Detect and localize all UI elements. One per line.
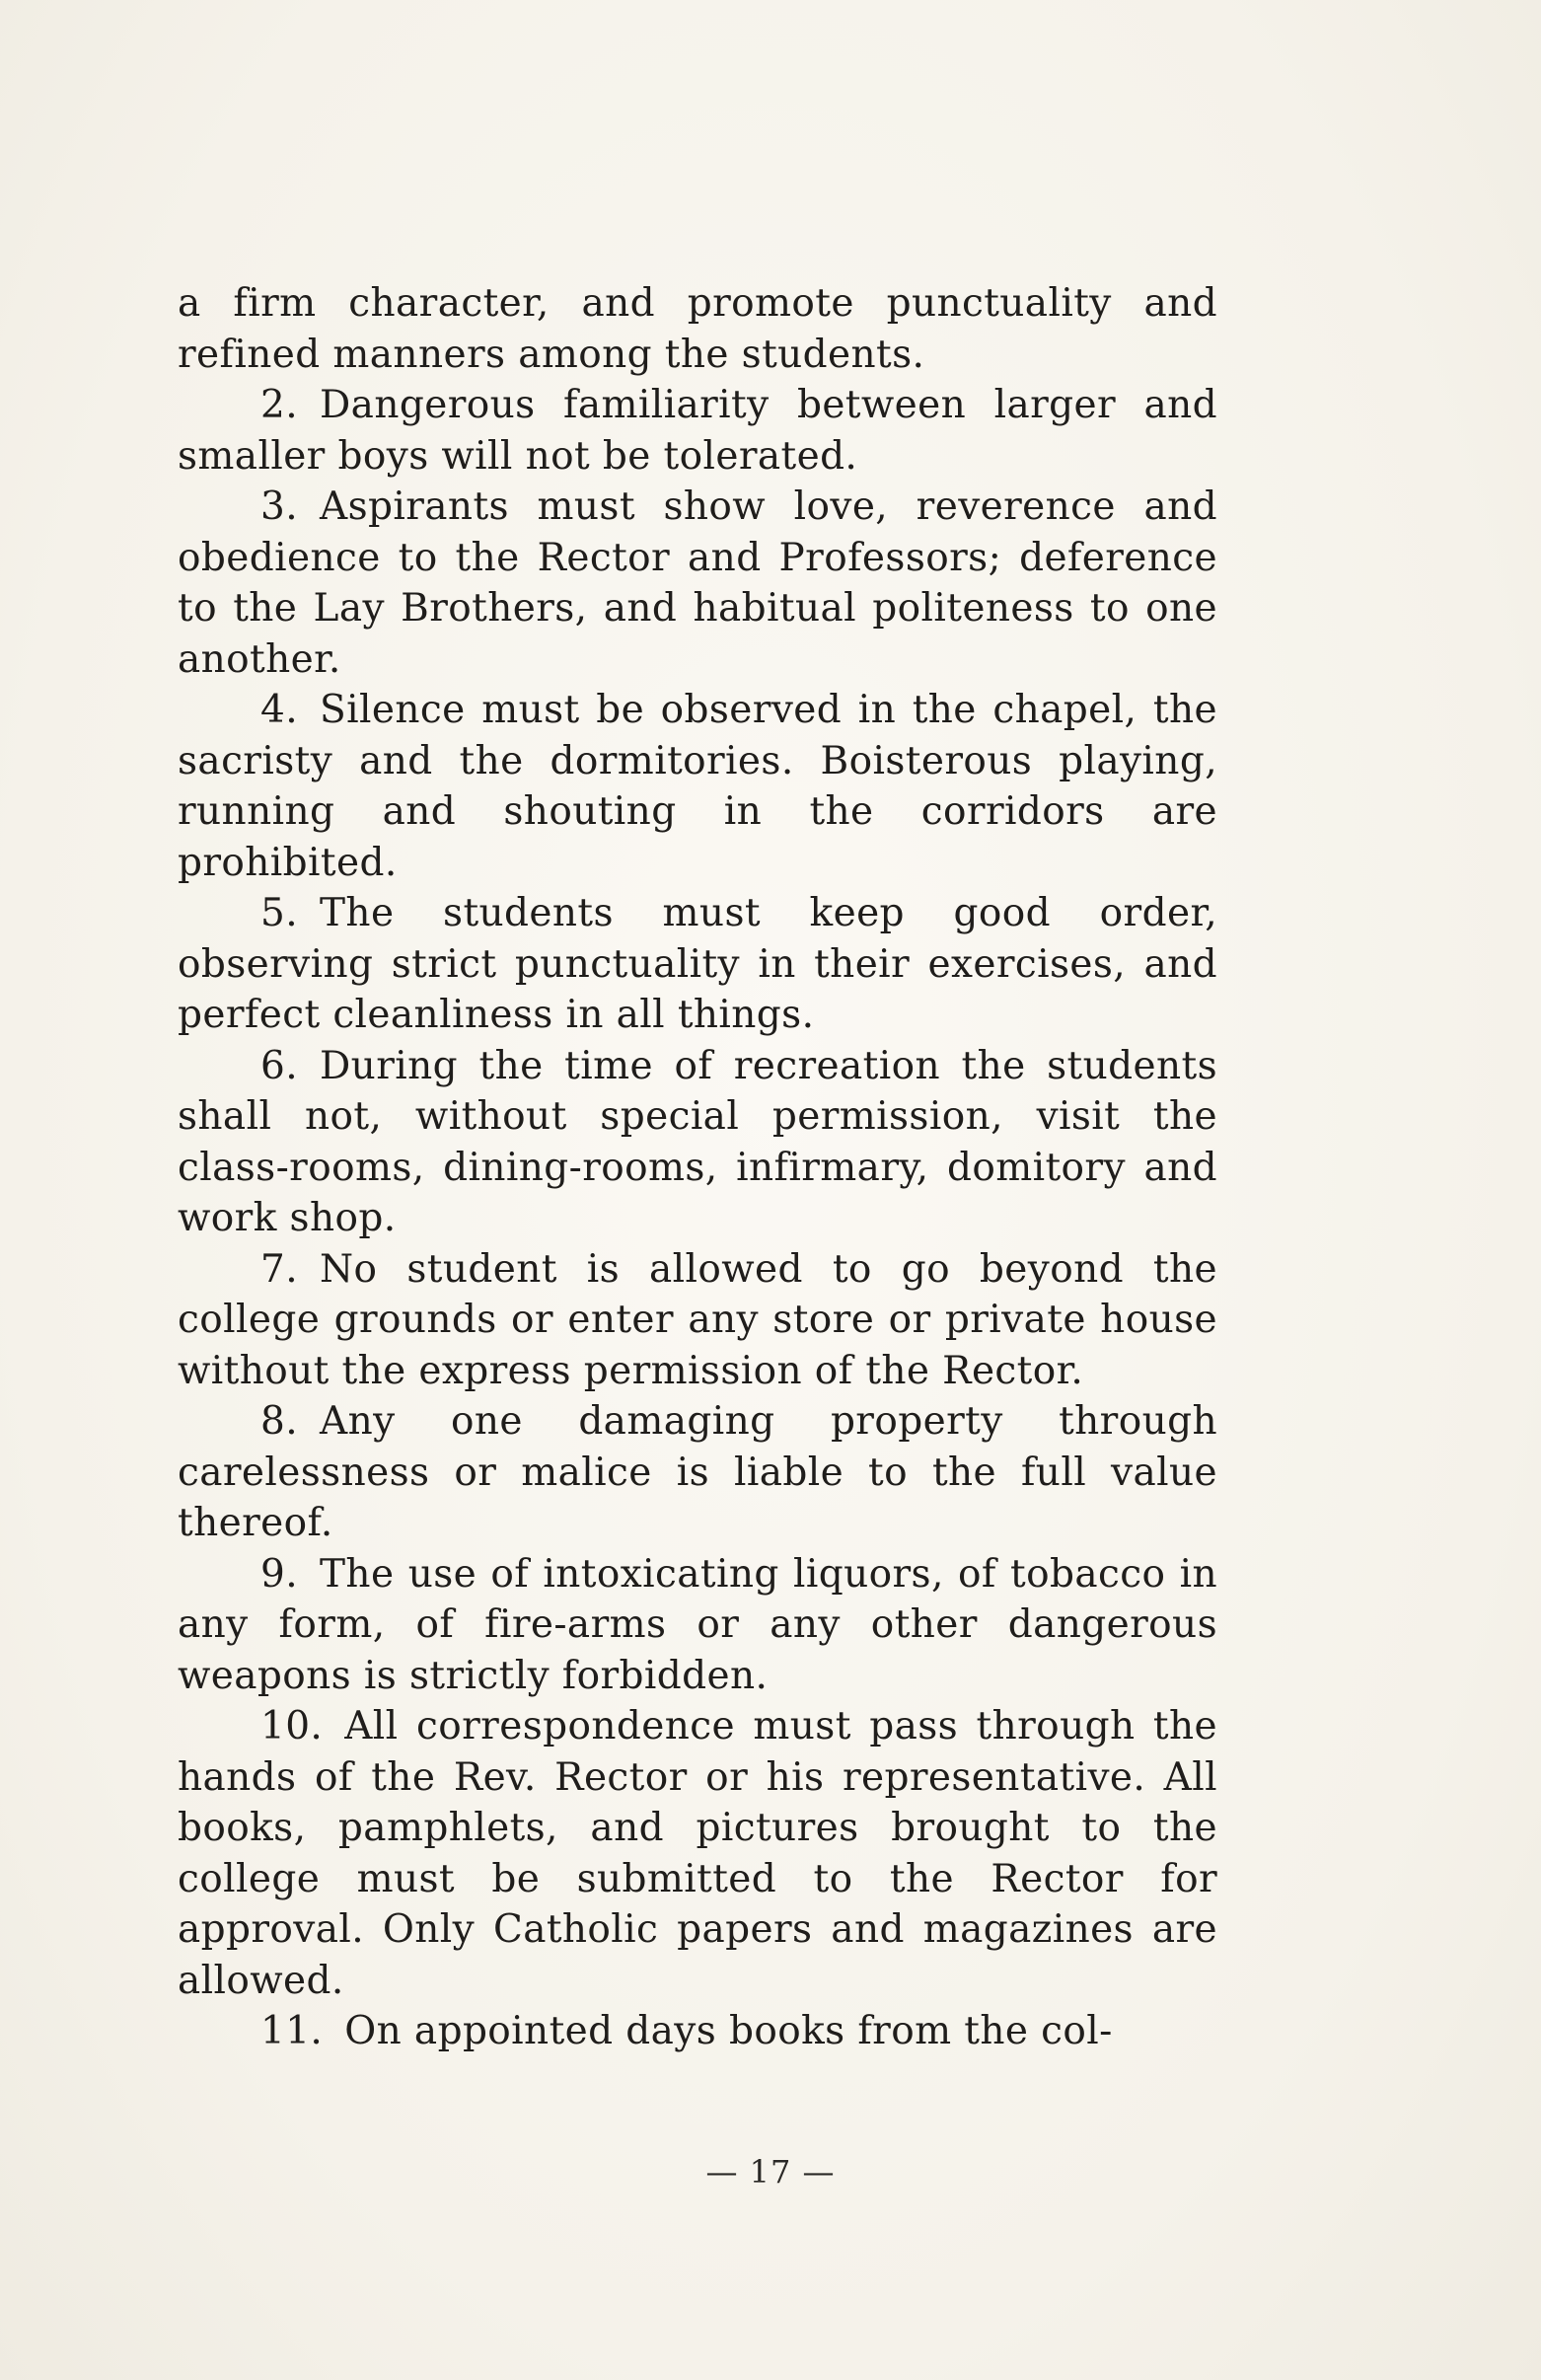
- rule-number: 3.: [260, 484, 299, 529]
- rule-number: 5.: [260, 891, 299, 935]
- rule-number: 7.: [260, 1246, 299, 1292]
- rule-2: [178, 380, 1217, 482]
- rule-9: [178, 1549, 1217, 1702]
- rule-text: Silence must be observed in the chapel, the sacristy and the dormitories. Boisterous playing, running and shouting in the corridors are prohibited.: [178, 688, 1217, 885]
- rule-5: [178, 888, 1217, 1041]
- rule-text: The students must keep good order, observing strict punctuality in their exercises, and perfect cleanliness in all things.: [178, 891, 1217, 1037]
- rule-text: Dangerous familiarity between larger and smaller boys will not be tolerated.: [178, 383, 1217, 479]
- page-body: [178, 278, 1217, 2057]
- rule-6: [178, 1041, 1217, 1244]
- paragraph-continuation: [178, 278, 1217, 380]
- rule-number: 6.: [260, 1043, 299, 1088]
- rule-text: No student is allowed to go beyond the college grounds or enter any store or private house without the express permission of the Rector.: [178, 1246, 1217, 1393]
- rule-number: 4.: [260, 688, 299, 732]
- paragraph-text: a firm character, and promote punctuality and refined manners among the students.: [178, 281, 1217, 377]
- rule-text: During the time of recreation the students shall not, without special permission, visit the class-rooms, dining-rooms, infirmary, domitory and work shop.: [178, 1043, 1217, 1240]
- rule-text: On appointed days books from the col-: [344, 2009, 1113, 2053]
- rule-number: 11.: [260, 2009, 324, 2053]
- rule-text: The use of intoxicating liquors, of tobacco in any form, of fire-arms or any other dangerous weapons is strictly forbidden.: [178, 1551, 1217, 1698]
- rule-text: Any one damaging property through carelessness or malice is liable to the full value thereof.: [178, 1399, 1217, 1545]
- rule-11: [178, 2006, 1217, 2057]
- rule-text: All correspondence must pass through the hands of the Rev. Rector or his representative. All books, pamphlets, and pictures brought to the college must be submitted to the Rector for approval. Only Catholic papers and magazines are allowed.: [178, 1704, 1217, 2003]
- rule-text: Aspirants must show love, reverence and obedience to the Rector and Professors; deference to the Lay Brothers, and habitual politeness to one another.: [178, 484, 1217, 682]
- rule-number: 10.: [260, 1704, 324, 1748]
- page-number: — 17 —: [705, 2153, 836, 2191]
- rule-number: 2.: [260, 383, 299, 427]
- rule-3: [178, 482, 1217, 685]
- rule-8: [178, 1396, 1217, 1549]
- rule-number: 8.: [260, 1399, 299, 1444]
- rule-number: 9.: [260, 1551, 299, 1597]
- rule-10: [178, 1701, 1217, 2006]
- rule-7: [178, 1244, 1217, 1397]
- rule-4: [178, 685, 1217, 888]
